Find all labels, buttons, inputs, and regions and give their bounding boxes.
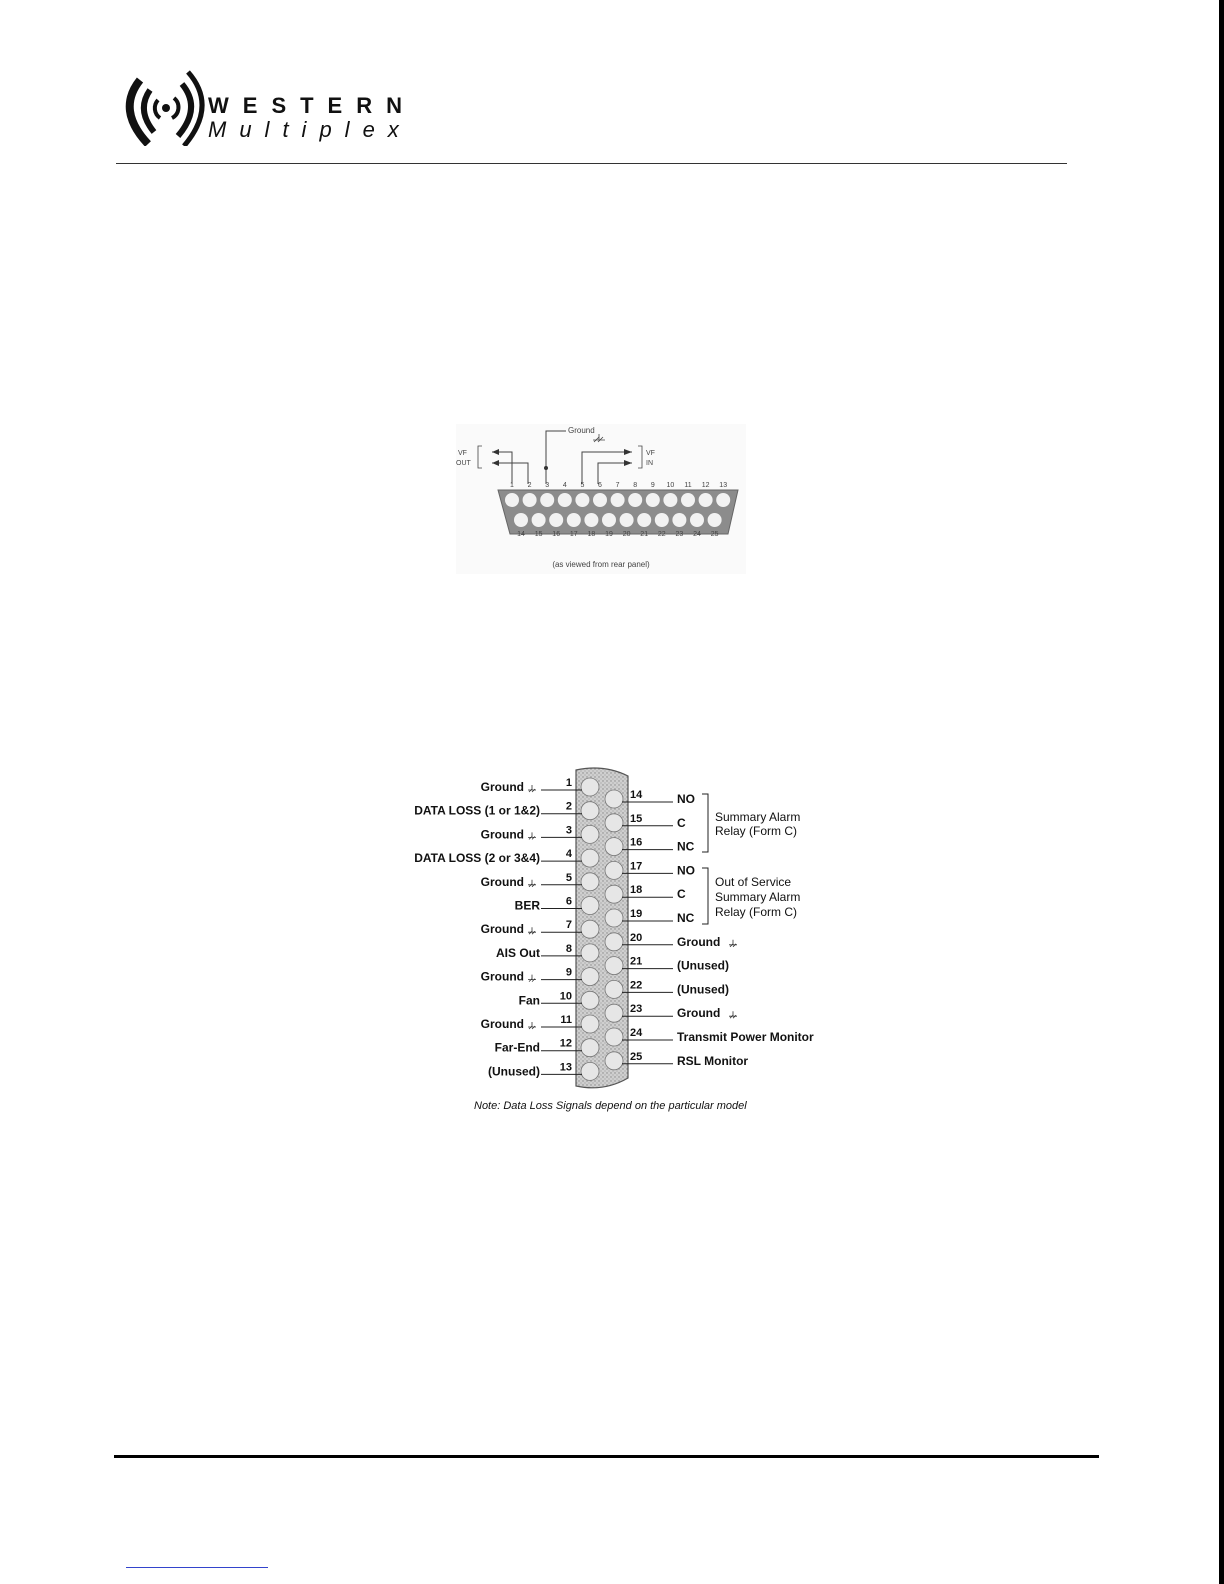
- pin-label: (Unused): [677, 982, 729, 997]
- vf-connector-figure: [456, 424, 746, 574]
- pin-label: RSL Monitor: [677, 1053, 749, 1068]
- pin-label: Ground: [480, 827, 524, 842]
- ground-label: Ground: [568, 426, 595, 435]
- pin-number: 22: [657, 531, 666, 538]
- pin-hole: [699, 493, 713, 507]
- pin-label: Ground: [480, 780, 524, 794]
- pin-hole: [605, 838, 623, 856]
- pin-hole: [575, 493, 589, 507]
- pin-label: NO: [677, 863, 695, 878]
- data-loss-note: Note: Data Loss Signals depend on the particular model: [474, 1100, 747, 1112]
- pin-hole: [690, 513, 704, 527]
- ground-symbol-icon: [729, 1011, 737, 1018]
- ground-symbol-icon: [528, 880, 536, 887]
- pin-number: 25: [630, 1050, 643, 1063]
- pin-number: 17: [569, 531, 578, 538]
- pin-label: C: [677, 815, 686, 830]
- pin-hole: [558, 493, 572, 507]
- pin-hole: [655, 513, 669, 527]
- pin-hole: [581, 897, 599, 915]
- summary-alarm-bracket: [702, 794, 708, 852]
- pin-number: 20: [630, 931, 643, 944]
- pin-hole: [532, 513, 546, 527]
- pin-hole: [611, 493, 625, 507]
- pin-hole: [605, 1028, 623, 1046]
- pin-number: 15: [630, 812, 643, 825]
- left-pin-group: [414, 777, 599, 1080]
- out-of-service-label-1: Out of Service: [715, 875, 792, 889]
- pin-label: Ground: [677, 934, 721, 949]
- pin-hole: [540, 493, 554, 507]
- pin-number: 11: [684, 482, 692, 489]
- alarm-connector-figure: [406, 764, 826, 1120]
- pin-number: 18: [630, 884, 643, 897]
- pin-number: 3: [565, 824, 572, 837]
- pin-hole: [605, 1004, 623, 1022]
- pin-number: 8: [565, 942, 572, 955]
- logo-word-western: WESTERN: [208, 93, 416, 118]
- pin-number: 10: [559, 990, 572, 1003]
- pin-number: 13: [719, 482, 728, 489]
- pin-hole: [681, 493, 695, 507]
- pin-label: NC: [677, 911, 695, 925]
- pin-hole: [581, 944, 599, 962]
- pin-hole: [549, 513, 563, 527]
- pin-number: 6: [598, 482, 602, 489]
- ground-symbol-icon: [528, 785, 536, 792]
- pin-number: 3: [545, 482, 550, 489]
- out-of-service-bracket: [702, 868, 708, 924]
- pin-hole: [605, 861, 623, 879]
- pin-hole: [708, 513, 722, 527]
- pin-label: Ground: [480, 969, 524, 984]
- pin-number: 14: [630, 789, 643, 801]
- pin-number: 21: [640, 531, 649, 538]
- pin-number: 24: [630, 1027, 643, 1039]
- pin-hole: [581, 968, 599, 986]
- pin-number: 22: [630, 979, 643, 992]
- pin-hole: [605, 909, 623, 927]
- pin-hole: [593, 493, 607, 507]
- pin-number: 20: [622, 531, 631, 538]
- ground-symbol-icon: [528, 927, 536, 934]
- pin-hole: [605, 933, 623, 951]
- pin-hole: [672, 513, 686, 527]
- pin-number: 9: [565, 966, 572, 979]
- pin-label: BER: [514, 898, 540, 913]
- pin-hole: [581, 1015, 599, 1033]
- pin-number: 9: [650, 482, 655, 489]
- vf-out-label-2: OUT: [456, 460, 471, 467]
- pin-hole: [523, 493, 537, 507]
- pin-number: 1: [565, 777, 572, 789]
- pin-number: 11: [560, 1014, 572, 1026]
- pin-hole: [605, 1052, 623, 1070]
- pin-hole: [581, 778, 599, 796]
- logo-word-multiplex: Multiplex: [208, 117, 412, 142]
- pin-number: 4: [565, 848, 572, 861]
- pin-hole: [605, 980, 623, 998]
- pin-number: 1: [510, 482, 514, 489]
- pin-hole: [584, 513, 598, 527]
- pin-hole: [514, 513, 528, 527]
- pin-hole: [663, 493, 677, 507]
- western-multiplex-logo: [122, 70, 452, 146]
- vf-in-label-2: IN: [646, 460, 653, 467]
- page-edge-bar: [1219, 0, 1224, 1584]
- footer-rule: [114, 1455, 1099, 1458]
- pin-hole: [581, 1039, 599, 1057]
- out-of-service-label-3: Relay (Form C): [715, 905, 798, 919]
- pin-hole: [581, 920, 599, 938]
- out-of-service-label-2: Summary Alarm: [715, 890, 801, 904]
- pin-number: 16: [552, 531, 561, 538]
- vf-out-label-1: VF: [458, 450, 467, 457]
- pin-hole: [581, 991, 599, 1009]
- pin-number: 19: [630, 908, 643, 920]
- pin-hole: [637, 513, 651, 527]
- pin-number: 7: [615, 482, 620, 489]
- pin-number: 21: [630, 955, 643, 968]
- pin-label: NC: [677, 839, 695, 854]
- pin-number: 14: [517, 531, 525, 538]
- pin-number: 6: [565, 895, 572, 908]
- pin-hole: [605, 790, 623, 808]
- vf-connector-diagram: [456, 424, 746, 574]
- pin-number: 2: [527, 482, 532, 489]
- pin-number: 13: [559, 1061, 572, 1074]
- pin-number: 15: [534, 531, 543, 538]
- ground-symbol-icon: [729, 940, 737, 947]
- pin-number: 19: [605, 531, 613, 538]
- pin-hole: [505, 493, 519, 507]
- pin-number: 23: [630, 1003, 643, 1016]
- pin-hole: [602, 513, 616, 527]
- pin-label: Fan: [518, 993, 540, 1008]
- pin-number: 5: [565, 871, 572, 884]
- pin-label: Ground: [480, 1017, 524, 1031]
- pin-hole: [581, 849, 599, 867]
- pin-label: Ground: [480, 922, 524, 937]
- footer-link-underline[interactable]: [126, 1567, 268, 1568]
- pin-hole: [620, 513, 634, 527]
- pin-label: NO: [677, 792, 695, 806]
- signal-waves-icon: [122, 70, 206, 146]
- pin-number: 12: [559, 1037, 572, 1050]
- pin-hole: [581, 825, 599, 843]
- pin-number: 8: [633, 482, 638, 489]
- ground-symbol-icon: [528, 975, 536, 982]
- pin-label: Far-End: [494, 1040, 540, 1055]
- alarm-pinout-diagram: [406, 764, 826, 1120]
- pin-number: 7: [565, 919, 572, 932]
- pin-number: 12: [701, 482, 710, 489]
- ground-symbol-icon: [528, 832, 536, 839]
- pin-label: AIS Out: [496, 945, 540, 960]
- pin-label: (Unused): [677, 958, 729, 973]
- pin-label: C: [677, 887, 686, 902]
- pin-hole: [605, 957, 623, 975]
- pin-label: DATA LOSS (2 or 3&4): [414, 851, 540, 866]
- rear-panel-caption: (as viewed from rear panel): [552, 560, 650, 569]
- pin-number: 23: [675, 531, 684, 538]
- pin-hole: [581, 1062, 599, 1080]
- pin-number: 16: [630, 836, 643, 849]
- pin-number: 4: [562, 482, 567, 489]
- pin-number: 24: [693, 531, 701, 538]
- vf-in-label-1: VF: [646, 450, 655, 457]
- pin-label: DATA LOSS (1 or 1&2): [414, 803, 540, 818]
- ground-symbol-icon: [528, 1022, 536, 1029]
- pin-hole: [628, 493, 642, 507]
- pin-number: 18: [587, 531, 596, 538]
- pin-hole: [605, 814, 623, 832]
- pin-number: 17: [630, 860, 643, 873]
- pin-number: 5: [580, 482, 585, 489]
- pin-number: 10: [666, 482, 675, 489]
- header-rule: [116, 163, 1067, 164]
- pin-hole: [716, 493, 730, 507]
- summary-alarm-label-1: Summary Alarm: [715, 810, 801, 824]
- pin-label: Ground: [480, 874, 524, 889]
- pin-number: 2: [565, 800, 572, 813]
- pin-hole: [581, 802, 599, 820]
- pin-hole: [567, 513, 581, 527]
- pin-label: Ground: [677, 1006, 721, 1021]
- pin-hole: [646, 493, 660, 507]
- pin-number: 25: [710, 531, 719, 538]
- pin-hole: [581, 873, 599, 891]
- pin-label: Transmit Power Monitor: [677, 1030, 814, 1044]
- pin-hole: [605, 885, 623, 903]
- summary-alarm-label-2: Relay (Form C): [715, 824, 798, 838]
- pin-label: (Unused): [488, 1064, 540, 1079]
